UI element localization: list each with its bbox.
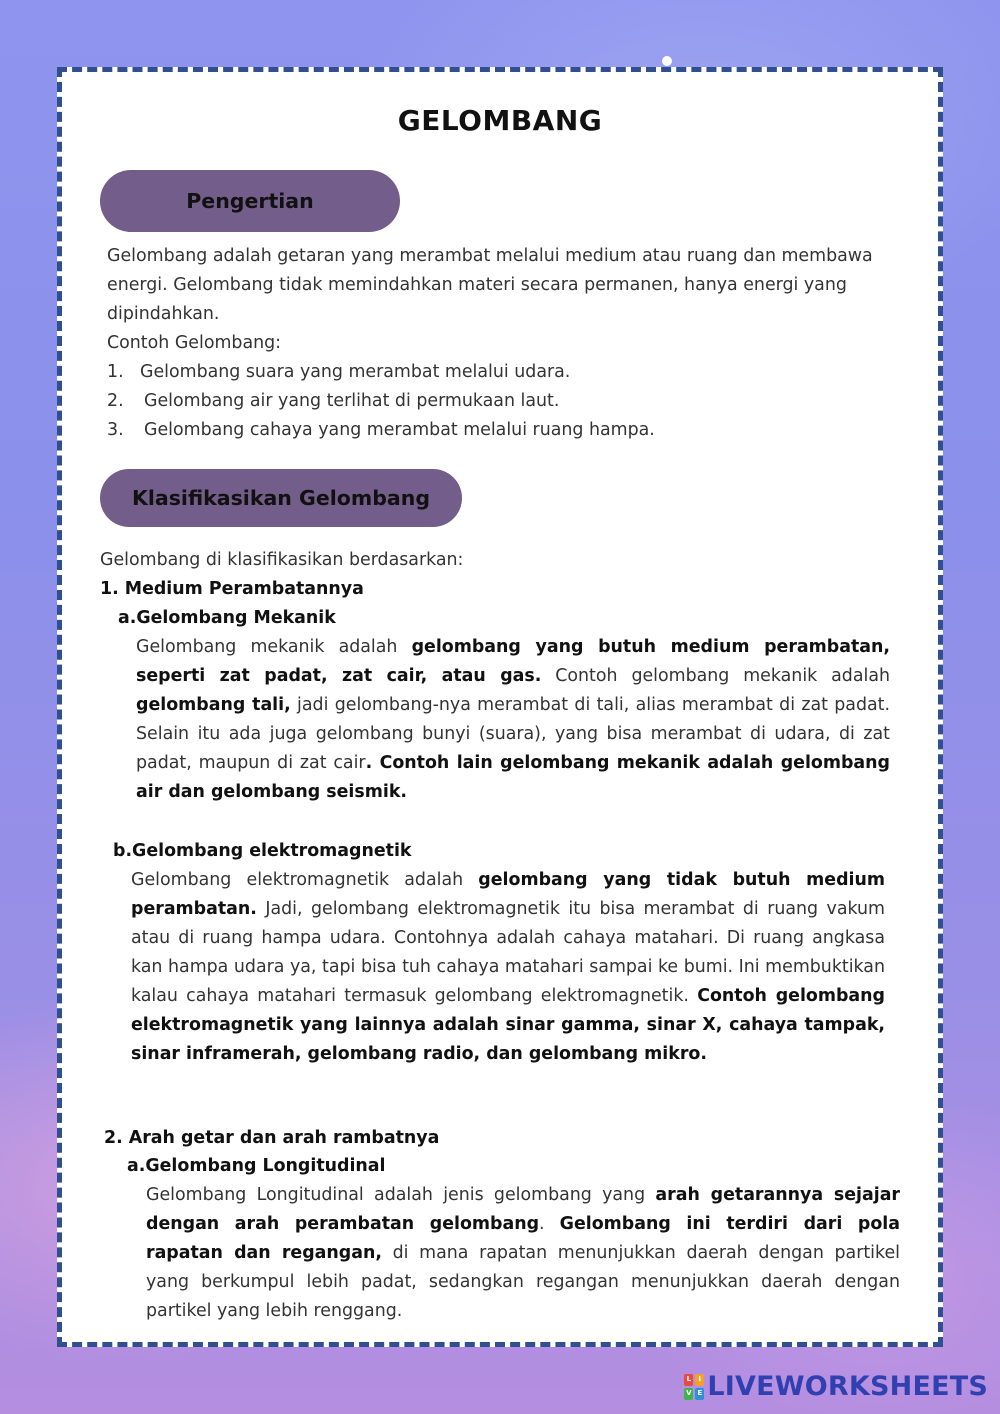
logo-letter: V: [684, 1388, 693, 1400]
brand-wordmark: LIVEWORKSHEETS: [707, 1371, 988, 1402]
list-number: 1.: [107, 362, 124, 382]
bold-run: . Contoh lain gelombang mekanik adalah gelombang air dan gelombang seismik.: [136, 753, 890, 802]
liveworksheets-logo-icon: [684, 1374, 704, 1400]
classification-intro: Gelombang di klasifikasikan berdasarkan:: [100, 550, 464, 570]
logo-letter: I: [695, 1374, 704, 1386]
list-text: Gelombang air yang terlihat di permukaan laut.: [144, 391, 560, 411]
longitudinal-paragraph: [146, 1181, 900, 1326]
page-title: GELOMBANG: [397, 104, 603, 137]
group1-title: 1. Medium Perambatannya: [100, 579, 364, 599]
bold-run: gelombang yang tidak butuh medium perambatan.: [131, 870, 885, 919]
text-run: Gelombang mekanik adalah: [136, 637, 412, 657]
worksheet-card: [57, 67, 943, 1347]
definition-block: [107, 242, 907, 445]
section-heading-label: Klasifikasikan Gelombang: [131, 486, 431, 510]
text-run: Contoh gelombang mekanik adalah: [541, 666, 890, 686]
list-number: 3.: [107, 420, 124, 440]
liveworksheets-brand[interactable]: [684, 1371, 988, 1402]
list-item: [107, 387, 907, 416]
section-heading-pengertian: [100, 170, 400, 232]
text-run: di mana rapatan menunjukkan daerah dengan partikel yang berkumpul lebih padat, sedangkan regangan menunjukkan daerah dengan partikel yang lebih renggang.: [146, 1243, 900, 1321]
list-item: [107, 358, 907, 387]
logo-letter: L: [684, 1374, 693, 1386]
list-text: Gelombang cahaya yang merambat melalui ruang hampa.: [144, 420, 655, 440]
elektromagnetik-paragraph: [131, 866, 885, 1069]
elektromagnetik-title: b.Gelombang elektromagnetik: [113, 841, 412, 861]
examples-label: Contoh Gelombang:: [107, 333, 282, 353]
logo-letter: E: [695, 1388, 704, 1400]
text-run: .: [539, 1214, 560, 1234]
mekanik-title: a.Gelombang Mekanik: [118, 608, 336, 628]
section-heading-label: Pengertian: [186, 189, 314, 213]
longitudinal-title: a.Gelombang Longitudinal: [127, 1156, 386, 1176]
bold-run: gelombang tali,: [136, 695, 291, 715]
mekanik-paragraph: [136, 633, 890, 807]
decor-dot: [662, 56, 672, 66]
text-run: Jadi, gelombang elektromagnetik itu bisa merambat di ruang vakum atau di ruang hampa udara. Contohnya adalah cahaya matahari. Di ruang angkasa kan hampa udara ya, tapi bisa tuh cahaya matahari sampai ke bumi. Ini membuktikan kalau cahaya matahari termasuk gelombang elektromagnetik.: [131, 899, 885, 1006]
text-run: Gelombang Longitudinal adalah jenis gelombang yang: [146, 1185, 656, 1205]
section-heading-klasifikasi: [100, 469, 462, 527]
bold-run: Gelombang ini terdiri dari pola rapatan dan regangan,: [146, 1214, 900, 1263]
list-text: Gelombang suara yang merambat melalui udara.: [140, 362, 571, 382]
list-number: 2.: [107, 391, 124, 411]
text-run: jadi gelombang-nya merambat di tali, alias merambat di zat padat. Selain itu ada juga gelombang bunyi (suara), yang bisa merambat di udara, di zat padat, maupun di zat cair: [136, 695, 890, 773]
group2-title: 2. Arah getar dan arah rambatnya: [104, 1128, 440, 1148]
bold-run: gelombang yang butuh medium perambatan, seperti zat padat, zat cair, atau gas.: [136, 637, 891, 686]
definition-paragraph: Gelombang adalah getaran yang merambat melalui medium atau ruang dan membawa energi. Gelombang tidak memindahkan materi secara permanen, hanya energi yang dipindahkan.: [107, 246, 873, 324]
bold-run: Contoh gelombang elektromagnetik yang lainnya adalah sinar gamma, sinar X, cahaya tampak, sinar inframerah, gelombang radio, dan gelombang mikro.: [131, 986, 885, 1064]
text-run: Gelombang elektromagnetik adalah: [131, 870, 479, 890]
bold-run: arah getarannya sejajar dengan arah perambatan gelombang: [146, 1185, 901, 1234]
list-item: [107, 416, 907, 445]
